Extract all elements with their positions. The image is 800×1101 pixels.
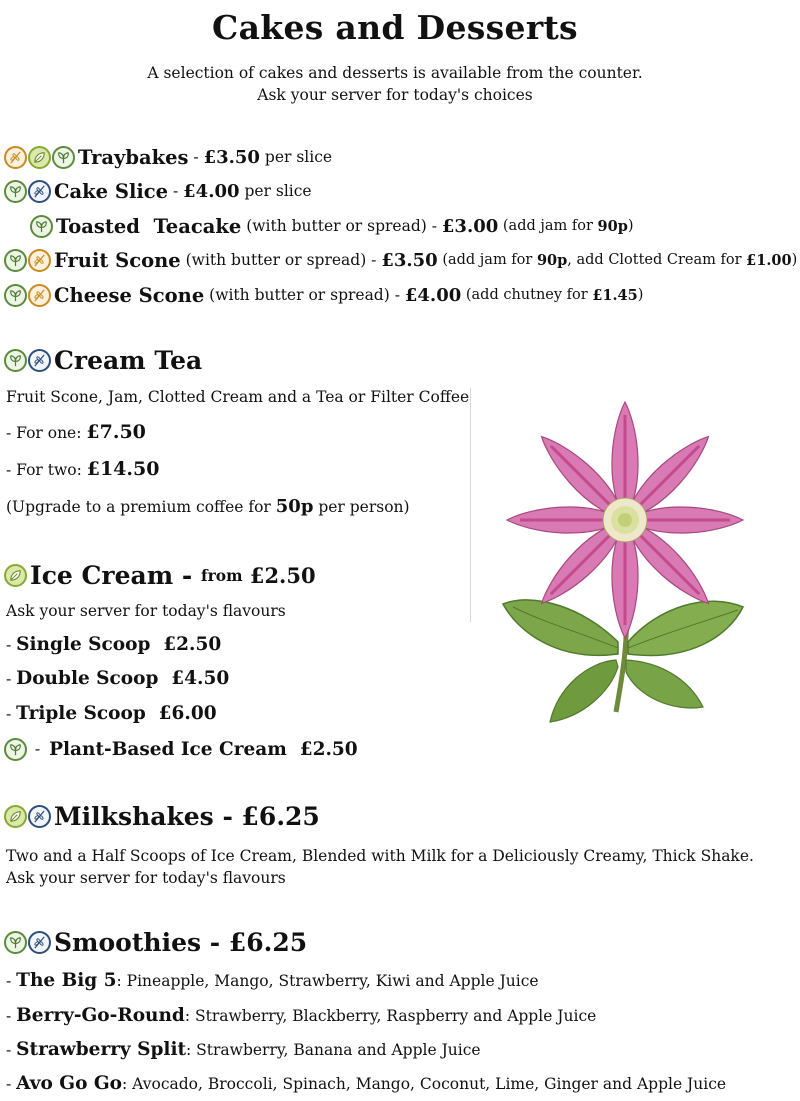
upgrade-price: 50p (275, 496, 314, 517)
item-separator: - (168, 182, 184, 200)
section-cream-tea (4, 346, 202, 375)
item-extra-pre: (add jam for (437, 252, 537, 268)
item-note: (with butter or spread) - (180, 251, 382, 269)
item-extra-price: £1.45 (592, 286, 638, 304)
smoothie-desc: : Strawberry, Blackberry, Raspberry and Apple Juice (184, 1007, 597, 1025)
smoothie-item (6, 970, 539, 991)
smoothie-item (6, 1005, 596, 1026)
item-name: Fruit Scone (54, 248, 181, 272)
item-extra-post: ) (791, 252, 798, 268)
dash: - (6, 1007, 17, 1025)
section-ice-cream (4, 561, 316, 590)
item-name: Cheese Scone (54, 283, 205, 307)
dash: - (6, 636, 17, 654)
subtitle-line-2: Ask your server for today's choices (257, 86, 533, 104)
vegetarian-icon (4, 180, 27, 203)
upgrade-post: per person) (313, 498, 410, 516)
vegan-icon (28, 146, 51, 169)
ice-cream-plant-based (4, 735, 358, 763)
smoothie-name: Strawberry Split (16, 1039, 187, 1060)
section-title: Smoothies - £6.25 (54, 928, 308, 957)
item-extra-price-cream: £1.00 (746, 251, 792, 269)
item-name: Double Scoop £4.50 (16, 668, 230, 689)
vegetarian-icon (30, 215, 53, 238)
cream-tea-for-one (6, 421, 146, 443)
vegetarian-icon (4, 738, 27, 761)
milkshakes-description: Two and a Half Scoops of Ice Cream, Blended with Milk for a Deliciously Creamy, Thick Shake. Ask your server for today's flavours (6, 847, 754, 887)
subtitle-line-1: A selection of cakes and desserts is available from the counter. (147, 64, 643, 82)
item-name: Plant-Based Ice Cream £2.50 (49, 738, 358, 760)
dairy-free-icon (4, 146, 27, 169)
item-price: £4.00 (404, 284, 462, 306)
cream-tea-description: Fruit Scone, Jam, Clotted Cream and a Tea or Filter Coffee (6, 388, 470, 406)
section-title: Cream Tea (54, 346, 203, 375)
smoothie-item (6, 1073, 726, 1094)
item-extra-price-jam: 90p (536, 251, 568, 269)
menu-item-cheese-scone (4, 281, 643, 309)
dash: - (6, 972, 17, 990)
vertical-divider (470, 388, 471, 622)
item-note: (with butter or spread) - (241, 217, 442, 235)
menu-item-toasted-teacake (30, 212, 634, 240)
vegan-icon (4, 805, 27, 828)
dairy-free-icon (28, 249, 51, 272)
page-title: Cakes and Desserts (212, 8, 578, 47)
section-title: Ice Cream - (30, 561, 201, 590)
item-price: £4.00 (183, 180, 240, 202)
ice-cream-triple (6, 703, 217, 724)
item-name: Cake Slice (54, 179, 169, 203)
from-price: £2.50 (242, 563, 316, 588)
cream-tea-upgrade (6, 496, 410, 517)
item-extra-pre: (add chutney for (461, 287, 593, 303)
item-separator: - (188, 148, 204, 166)
smoothie-desc: : Pineapple, Mango, Strawberry, Kiwi and Apple Juice (116, 972, 539, 990)
smoothie-desc: : Strawberry, Banana and Apple Juice (186, 1041, 481, 1059)
menu-item-traybakes (4, 143, 332, 171)
item-price: £3.50 (381, 249, 438, 271)
gluten-free-icon (28, 931, 51, 954)
dash: - (6, 705, 17, 723)
section-title: Milkshakes - £6.25 (54, 802, 320, 831)
clematis-flower-illustration (488, 392, 758, 732)
item-name: Single Scoop £2.50 (16, 634, 222, 655)
item-price: £3.50 (203, 146, 260, 168)
vegetarian-icon (4, 249, 27, 272)
dairy-free-icon (28, 284, 51, 307)
from-label: from (200, 566, 243, 585)
vegetarian-icon (52, 146, 75, 169)
item-extra-pre: (add jam for (498, 218, 598, 234)
option-price: £7.50 (86, 421, 146, 443)
ice-cream-description: Ask your server for today's flavours (6, 602, 286, 620)
smoothie-item (6, 1039, 481, 1060)
item-name: Traybakes (78, 145, 189, 169)
smoothie-desc: : Avocado, Broccoli, Spinach, Mango, Coconut, Lime, Ginger and Apple Juice (122, 1075, 727, 1093)
gluten-free-icon (28, 805, 51, 828)
vegetarian-icon (4, 931, 27, 954)
cream-tea-for-two (6, 458, 159, 480)
item-extra-mid: , add Clotted Cream for (567, 252, 747, 268)
item-extra-post: ) (637, 287, 644, 303)
menu-item-fruit-scone (4, 246, 797, 274)
item-extra-post: ) (627, 218, 634, 234)
item-name: Triple Scoop £6.00 (16, 703, 217, 724)
smoothie-name: Berry-Go-Round (16, 1005, 185, 1026)
section-milkshakes (4, 802, 320, 831)
vegetarian-icon (4, 284, 27, 307)
section-smoothies (4, 928, 307, 957)
item-suffix: per slice (239, 182, 312, 200)
option-label: - For two: (6, 461, 87, 479)
dash: - (6, 670, 17, 688)
dash: - (6, 1075, 17, 1093)
gluten-free-icon (28, 180, 51, 203)
option-price: £14.50 (86, 458, 160, 480)
option-label: - For one: (6, 424, 87, 442)
vegetarian-icon (4, 349, 27, 372)
item-name: Toasted Teacake (56, 214, 242, 238)
page-subtitle (0, 62, 790, 106)
smoothie-name: Avo Go Go (16, 1073, 123, 1094)
dash: - (6, 1041, 17, 1059)
item-suffix: per slice (259, 148, 333, 166)
dash: - (30, 740, 46, 758)
upgrade-pre: (Upgrade to a premium coffee for (6, 498, 276, 516)
item-extra-price: 90p (597, 217, 628, 235)
smoothie-name: The Big 5 (16, 970, 117, 991)
ice-cream-single (6, 634, 221, 655)
item-price: £3.00 (441, 215, 499, 237)
ice-cream-double (6, 668, 229, 689)
menu-item-cake-slice (4, 177, 312, 205)
item-note: (with butter or spread) - (204, 286, 405, 304)
vegan-icon (4, 564, 27, 587)
gluten-free-icon (28, 349, 51, 372)
